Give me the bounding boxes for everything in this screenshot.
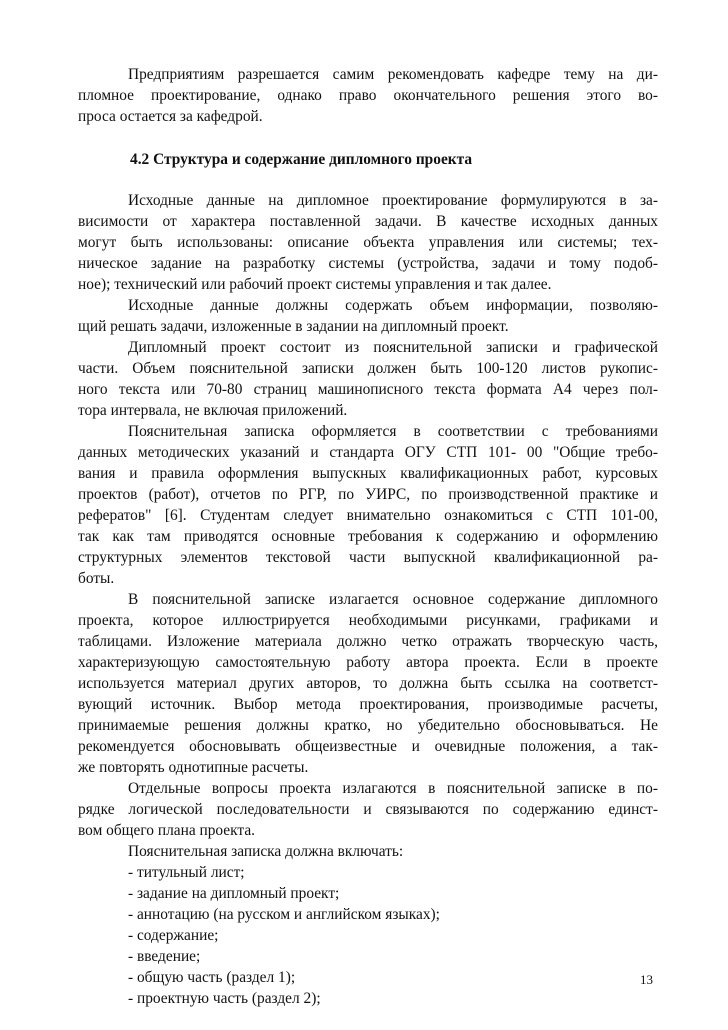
- text-line: щий решать задачи, изложенные в задании на дипломный проект.: [78, 318, 509, 335]
- text-line: Исходные данные на дипломное проектирование формулируются в за-: [128, 192, 658, 209]
- text-line: так как там приводятся основные требования к содержанию и оформлению: [78, 528, 658, 545]
- list-item: - проектную часть (раздел 2);: [128, 990, 321, 1007]
- text-line: тора интервала, не включая приложений.: [78, 402, 348, 419]
- text-line: характеризующую самостоятельную работу автора проекта. Если в проекте: [78, 654, 658, 671]
- text-line: рекомендуется обосновывать общеизвестные и очевидные положения, а так-: [78, 738, 658, 755]
- text-line: проектов (работ), отчетов по РГР, по УИРС, по производственной практике и: [78, 486, 658, 503]
- paragraph: [78, 190, 658, 295]
- text-line: принимаемые решения должны кратко, но убедительно обосновываться. Не: [78, 717, 658, 734]
- list-item: - общую часть (раздел 1);: [128, 969, 296, 986]
- text-line: Пояснительная записка оформляется в соответствии с требованиями: [128, 423, 658, 440]
- text-line: Предприятиям разрешается самим рекомендовать кафедре тему на ди-: [128, 66, 658, 83]
- text-line: структурных элементов текстовой части выпускной квалификационной ра-: [78, 549, 658, 566]
- text-line: В пояснительной записке излагается основное содержание дипломного: [128, 591, 658, 608]
- text-line: Отдельные вопросы проекта излагаются в пояснительной записке в по-: [128, 780, 658, 797]
- body-text: [78, 64, 658, 1009]
- text-line: пломное проектирование, однако право окончательного решения этого во-: [78, 87, 658, 104]
- text-line: рефератов" [6]. Студентам следует внимательно ознакомиться с СТП 101-00,: [78, 507, 658, 524]
- paragraph: [78, 589, 658, 778]
- text-line: проса остается за кафедрой.: [78, 108, 263, 125]
- paragraph: [78, 295, 658, 337]
- text-line: ного текста или 70-80 страниц машинописного текста формата А4 через пол-: [78, 381, 658, 398]
- list-item: - содержание;: [128, 927, 219, 944]
- page-number: 13: [640, 972, 653, 987]
- text-line: Дипломный проект состоит из пояснительной записки и графической: [128, 339, 658, 356]
- text-line: могут быть использованы: описание объекта управления или системы; тех-: [78, 234, 658, 251]
- list-intro: Пояснительная записка должна включать:: [128, 843, 404, 860]
- text-line: боты.: [78, 570, 115, 587]
- list-item: - задание на дипломный проект;: [128, 885, 340, 902]
- spacer: [78, 182, 658, 190]
- text-line: ническое задание на разработку системы (устройства, задачи и тому подоб-: [78, 255, 658, 272]
- text-line: проекта, которое иллюстрируется необходимыми рисунками, графиками и: [78, 612, 658, 629]
- section-heading: 4.2 Структура и содержание дипломного проекта: [130, 151, 473, 168]
- text-line: же повторять однотипные расчеты.: [78, 759, 309, 776]
- paragraph: [78, 778, 658, 841]
- text-line: части. Объем пояснительной записки должен быть 100-120 листов рукопис-: [78, 360, 658, 377]
- text-line: рядке логической последовательности и связываются по содержанию единст-: [78, 801, 658, 818]
- spacer: [78, 127, 658, 139]
- list-item: - аннотацию (на русском и английском языках);: [128, 906, 440, 923]
- text-line: вующий источник. Выбор метода проектирования, производимые расчеты,: [78, 696, 658, 713]
- list-item: - введение;: [128, 948, 201, 965]
- text-line: таблицами. Изложение материала должно четко отражать творческую часть,: [78, 633, 658, 650]
- text-line: вания и правила оформления выпускных квалификационных работ, курсовых: [78, 465, 658, 482]
- text-line: ное); технический или рабочий проект системы управления и так далее.: [78, 276, 552, 293]
- paragraph: [78, 421, 658, 589]
- list-item: - титульный лист;: [128, 864, 245, 881]
- paragraph: [78, 337, 658, 421]
- text-line: Исходные данные должны содержать объем информации, позволяю-: [128, 297, 658, 314]
- bullet-list: [78, 862, 658, 1009]
- text-line: вом общего плана проекта.: [78, 822, 256, 839]
- spacer: [78, 139, 658, 149]
- text-line: используется материал других авторов, то должна быть ссылка на соответст-: [78, 675, 658, 692]
- text-line: висимости от характера поставленной задачи. В качестве исходных данных: [78, 213, 658, 230]
- text-line: данных методических указаний и стандарта ОГУ СТП 101- 00 "Общие требо-: [78, 444, 658, 461]
- spacer: [78, 170, 658, 182]
- paragraph: [78, 64, 658, 127]
